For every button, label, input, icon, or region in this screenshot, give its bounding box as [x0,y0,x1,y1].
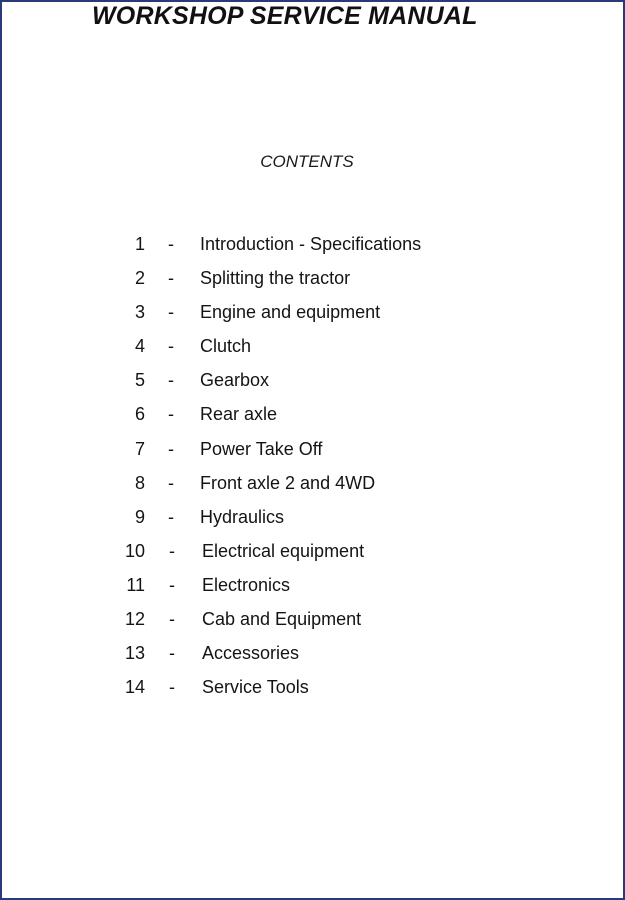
toc-row [2,233,625,267]
toc-row [2,506,625,540]
toc-number: 6 [134,404,145,425]
toc-row [2,403,625,437]
toc-number: 12 [124,609,145,630]
toc-separator: - [168,404,174,425]
toc-number: 13 [124,643,145,664]
table-of-contents [2,233,625,710]
toc-separator: - [168,506,174,527]
toc-separator: - [168,336,174,357]
toc-number: 3 [134,302,145,323]
contents-heading: CONTENTS [260,152,354,171]
toc-separator: - [168,472,174,493]
toc-number: 10 [124,540,145,561]
toc-number: 7 [134,438,145,459]
toc-separator: - [169,609,175,630]
toc-number: 11 [126,574,145,595]
toc-title: Power Take Off [200,438,323,459]
toc-separator: - [168,438,174,459]
toc-title: Service Tools [202,677,309,698]
toc-title: Electrical equipment [202,540,365,561]
toc-row [2,574,625,608]
toc-row [2,608,625,642]
toc-title: Rear axle [200,404,278,425]
toc-number: 2 [134,268,145,289]
toc-separator: - [168,370,174,391]
toc-separator: - [168,268,174,289]
toc-title: Splitting the tractor [200,268,351,289]
toc-title: Engine and equipment [200,302,381,323]
toc-separator: - [169,574,175,595]
toc-row [2,642,625,676]
toc-title: Accessories [202,643,300,664]
toc-title: Front axle 2 and 4WD [200,472,376,493]
toc-separator: - [168,302,174,323]
toc-row [2,472,625,506]
toc-title: Gearbox [200,370,270,391]
toc-row [2,676,625,710]
toc-number: 1 [134,234,145,254]
toc-row [2,369,625,403]
toc-row [2,267,625,301]
toc-number: 14 [124,677,145,698]
toc-row [2,335,625,369]
toc-title: Hydraulics [200,506,285,527]
toc-separator: - [169,677,175,698]
toc-number: 4 [134,336,145,357]
toc-row [2,438,625,472]
manual-title: WORKSHOP SERVICE MANUAL [92,2,478,30]
toc-row [2,301,625,335]
toc-title: Cab and Equipment [202,609,362,630]
toc-title: Clutch [200,336,252,357]
toc-separator: - [169,643,175,664]
toc-number: 9 [134,506,145,527]
toc-number: 5 [134,370,145,391]
toc-number: 8 [134,472,145,493]
toc-separator: - [168,234,174,254]
toc-separator: - [169,540,175,561]
toc-row [2,540,625,574]
toc-title: Introduction - Specifications [200,234,422,254]
toc-title: Electronics [202,574,291,595]
